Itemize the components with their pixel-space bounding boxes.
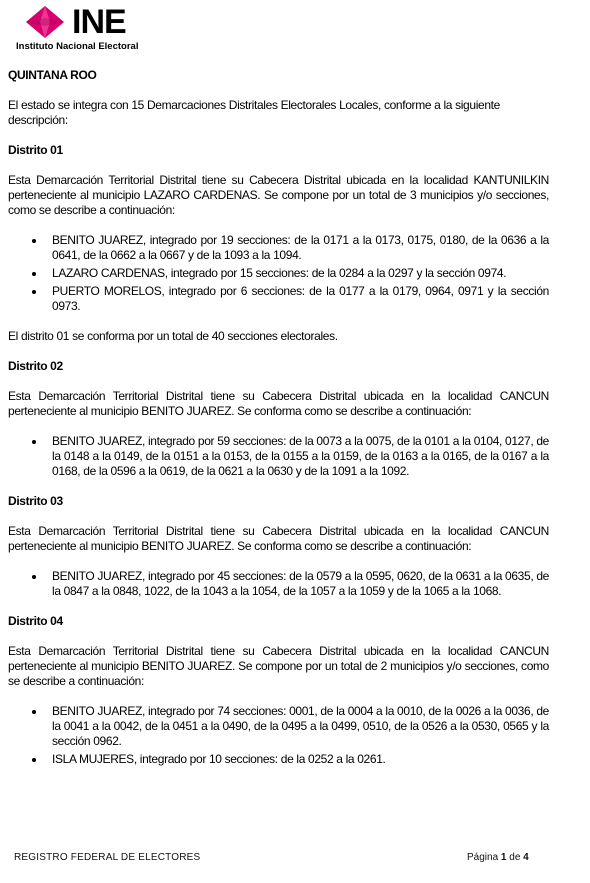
municipality-item: BENITO JUAREZ, integrado por 74 secciones: 0001, de la 0004 a la 0010, de la 0026 a la 0036, de la 0041 a la 0042, de la 0451 a la 0490, de la 0495 a la 0499, 0510, de la 0526 a la 0530, 0565 y la sección 0962. [8,704,549,749]
intro-paragraph: El estado se integra con 15 Demarcaciones Distritales Electorales Locales, conforme a la siguiente descripción: [8,98,500,127]
district-title: Distrito 03 [8,494,63,508]
page-current: 1 [500,852,507,863]
district-section [8,359,549,479]
district-section [8,143,549,344]
district-description: Esta Demarcación Territorial Distrital tiene su Cabecera Distrital ubicada en la localidad CANCUN perteneciente al municipio BENITO JUAREZ. Se conforma como se describe a continuación: [8,524,549,553]
page-word: Página [467,852,499,863]
ine-emblem-icon [20,4,70,38]
district-section [8,494,549,599]
footer-page-number [467,852,529,863]
municipality-item: LAZARO CARDENAS, integrado por 15 secciones: de la 0284 a la 0297 y la sección 0974. [8,266,549,281]
municipality-list [8,704,549,767]
municipality-list [8,434,549,479]
footer-registry-label: REGISTRO FEDERAL DE ELECTORES [14,852,201,863]
document-body [8,68,549,782]
municipality-item: BENITO JUAREZ, integrado por 45 secciones: de la 0579 a la 0595, 0620, de la 0631 a la 0635, de la 0847 a la 0848, 1022, de la 1043 a la 1054, de la 1057 a la 1059 y de la 1065 a la 1068. [8,569,549,599]
page-total: 4 [523,852,529,863]
municipality-item: PUERTO MORELOS, integrado por 6 secciones: de la 0177 a la 0179, 0964, 0971 y la sección 0973. [8,284,549,314]
municipality-item: BENITO JUAREZ, integrado por 19 secciones: de la 0171 a la 0173, 0175, 0180, de la 0636 a la 0641, de la 0662 a la 0667 y de la 1093 a la 1094. [8,233,549,263]
page-of: de [509,852,521,863]
logo-subtitle: Instituto Nacional Electoral [16,41,139,52]
logo-text: INE [72,3,126,41]
municipality-list [8,569,549,599]
district-description: Esta Demarcación Territorial Distrital tiene su Cabecera Distrital ubicada en la localidad CANCUN perteneciente al municipio BENITO JUAREZ. Se conforma como se describe a continuación: [8,389,549,418]
district-summary: El distrito 01 se conforma por un total de 40 secciones electorales. [8,329,338,343]
district-description: Esta Demarcación Territorial Distrital tiene su Cabecera Distrital ubicada en la localidad KANTUNILKIN perteneciente al municipio LAZARO CARDENAS. Se compone por un total de 3 municipios y/o secciones, como se describe a continuación: [8,173,549,217]
state-title: QUINTANA ROO [8,68,97,82]
ine-logo [14,4,174,52]
municipality-item: BENITO JUAREZ, integrado por 59 secciones: de la 0073 a la 0075, de la 0101 a la 0104, 0127, de la 0148 a la 0149, de la 0151 a la 0153, de la 0155 a la 0159, de la 0163 a la 0165, de la 0167 a la 0168, de la 0596 a la 0619, de la 0621 a la 0630 y de la 1091 a la 1092. [8,434,549,479]
district-section [8,614,549,767]
district-title: Distrito 01 [8,143,63,157]
district-title: Distrito 02 [8,359,63,373]
district-title: Distrito 04 [8,614,63,628]
district-description: Esta Demarcación Territorial Distrital tiene su Cabecera Distrital ubicada en la localidad CANCUN perteneciente al municipio BENITO JUAREZ. Se compone por un total de 2 municipios y/o secciones, como se describe a continuación: [8,644,549,688]
municipality-item: ISLA MUJERES, integrado por 10 secciones: de la 0252 a la 0261. [8,752,549,767]
municipality-list [8,233,549,314]
